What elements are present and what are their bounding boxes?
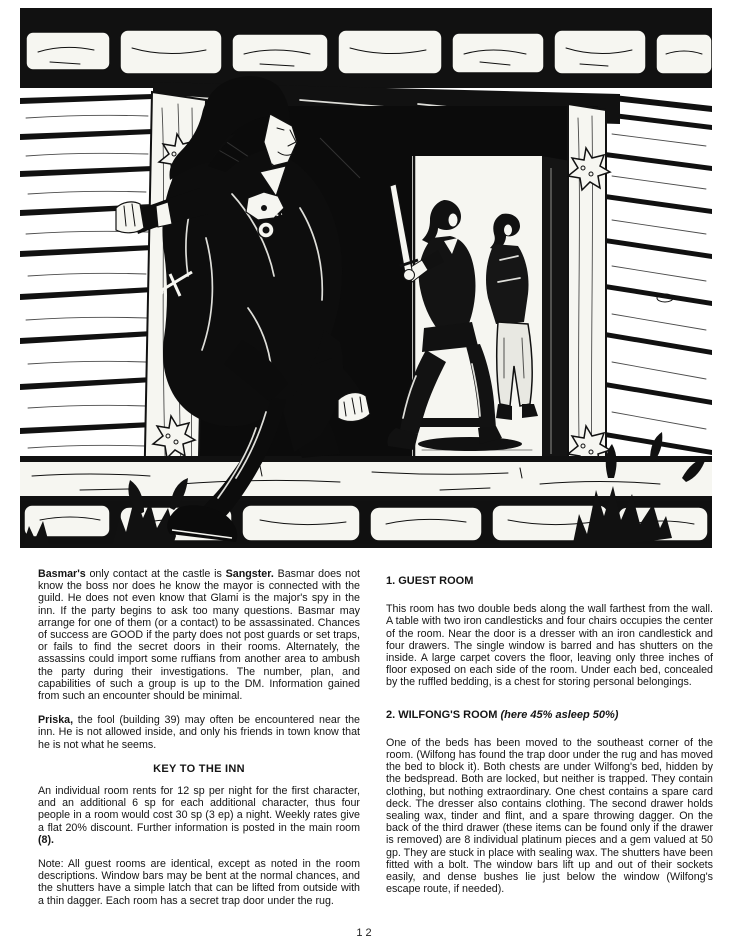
bold-priska: Priska, <box>38 714 74 727</box>
paragraph-room-rates <box>38 785 360 846</box>
bold-room-8: (8). <box>38 833 55 846</box>
paragraph-basmar <box>38 568 360 702</box>
bold-basmar: Basmar's <box>38 568 86 580</box>
paragraph-priska <box>38 714 360 751</box>
bold-sangster: Sangster. <box>225 568 274 580</box>
paragraph-wilfongs-room: One of the beds has been moved to the southeast corner of the room. (Wilfong has found the trap door under the rug and has moved the bed to block it). Both chests are under Wilfong's bed, hidden by the bedspread. Both are locked, but neither is trapped. They contain clothing, but nothing extraordinary. One chest contains a spare card deck. The dresser also contains clothing. The second drawer holds sealing wax, tinder and flint, and a spare throwing dagger. On the back of the third drawer (these items can be found only if the drawer is removed) are 8 individual platinum pieces and a gem valued at 50 gp. They are stuck in place with sealing wax. The shutters have been fitted with a bolt. The window bars lift up and out of their sockets easily, and dense bushes lie just below the window (Wilfong's escape route, if needed). <box>386 736 713 896</box>
left-text-column <box>38 568 360 907</box>
right-shutter <box>568 104 610 498</box>
heading-key-to-the-inn: KEY TO THE INN <box>153 762 245 775</box>
text-run: An individual room rents for 12 sp per night for the first character, and an additional 6 sp for each additional character, thus four people in a room would cost 30 sp (3 ep) a night. Weekly rates give a flat 20% discount. Further information is posted in the main room <box>38 785 360 834</box>
right-text-column <box>386 575 713 895</box>
heading-wilfongs-room-note: (here 45% asleep 50%) <box>497 708 619 721</box>
paragraph-note: Note: All guest rooms are identical, except as noted in the room descriptions. Window bars may be bent at the normal chances, and the shutters have a simple latch that can be lifted from outside with a thin dagger. Each room has a secret trap door under the rug. <box>38 858 360 907</box>
inn-escape-illustration <box>20 8 712 548</box>
heading-guest-room: 1. GUEST ROOM <box>386 575 474 587</box>
heading-wilfongs-room <box>386 709 713 721</box>
illustration-bottom-rule <box>20 544 712 548</box>
stone-course <box>20 8 712 88</box>
page-number: 12 <box>356 927 375 939</box>
text-run: only contact at the castle is <box>85 568 226 580</box>
paragraph-guest-room: This room has two double beds along the wall farthest from the wall. A table with two iron candlesticks and four chairs occupies the center of the room. Near the door is a dresser with an iron candlestick and four drawers. The single window is barred and has shutters on the inside. A large carpet covers the floor, leaving only three inches of floor exposed on each side of the room. Under each bed, concealed by the ruffled bedding, is a chest for storing personal belongings. <box>386 603 713 689</box>
heading-wilfongs-room-title: 2. WILFONG'S ROOM <box>386 708 498 721</box>
illustration-svg <box>20 8 712 548</box>
text-run: Basmar does not know the boss nor does he know the mayor is connected with the guild. He does not even know that Glami is the major's spy in the inn. If the party begins to ask too many questions. Basmar may arrange for one of them (or a contact) to be assassinated. Chances of success are GOOD if the party does not post guards or set traps, or fails to find the secret doors in their rooms. Alternately, the assassins could import some ruffians from another area to ambush the party during their investigations. The number, plan, and capabilities of such a group is up to the DM. Information gained from such an encounter should be minimal. <box>38 568 361 703</box>
text-run: the fool (building 39) may often be encountered near the inn. He is not allowed inside, and only his friends in town know that he is not what he seems. <box>38 714 360 751</box>
